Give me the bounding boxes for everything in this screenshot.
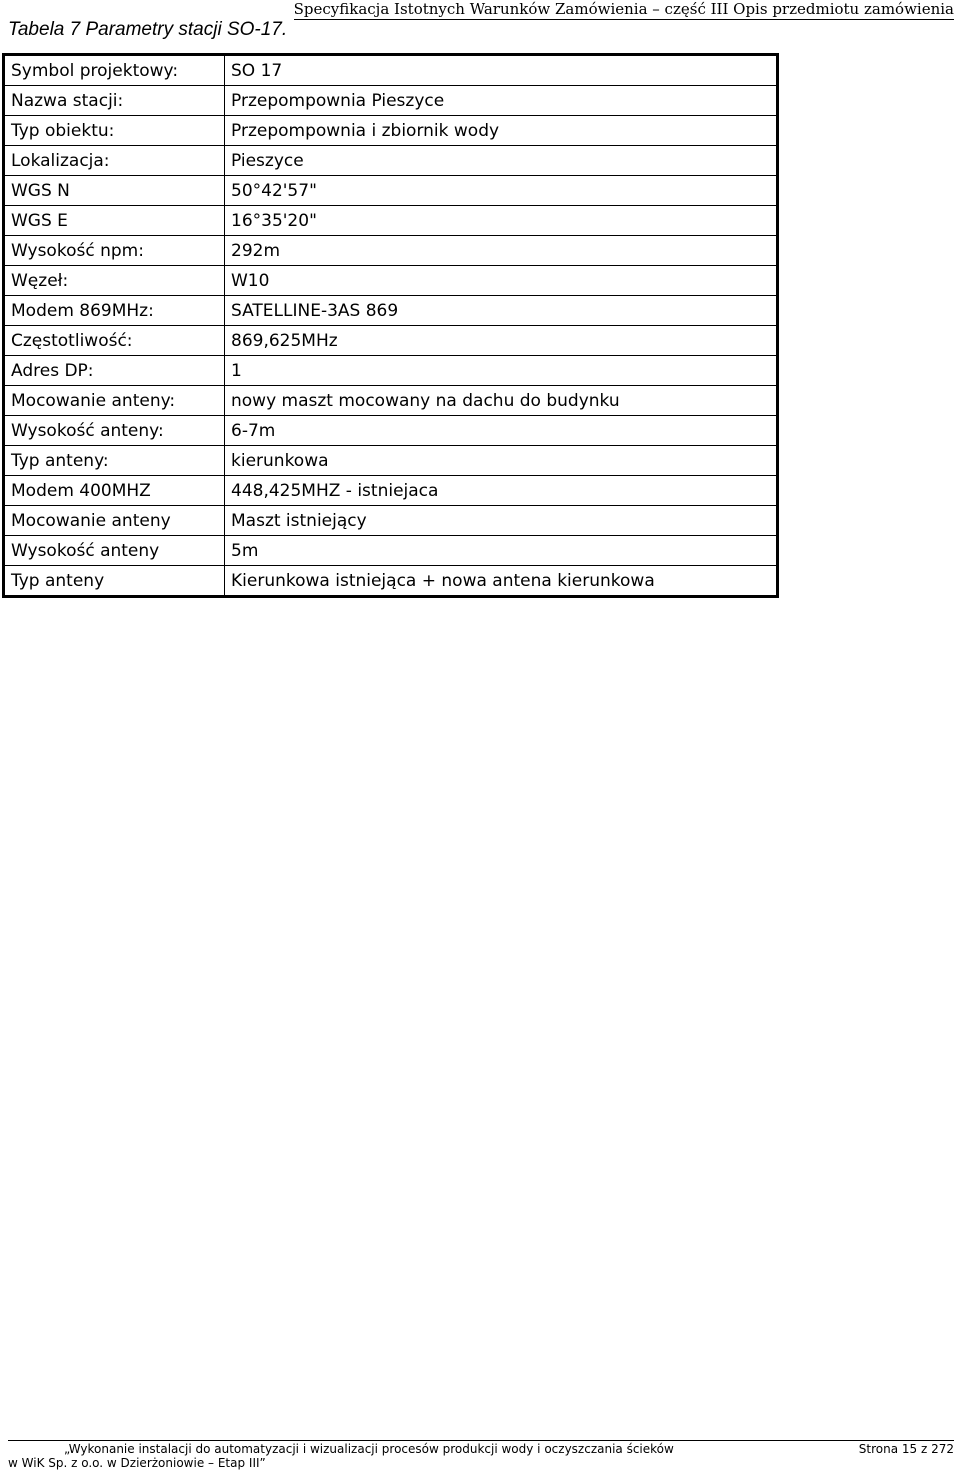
table-row bbox=[4, 566, 778, 597]
table-row bbox=[4, 506, 778, 536]
param-value: kierunkowa bbox=[225, 446, 778, 476]
param-value: SATELLINE-3AS 869 bbox=[225, 296, 778, 326]
param-label: Wysokość anteny: bbox=[4, 416, 225, 446]
param-value: 5m bbox=[225, 536, 778, 566]
param-value: 869,625MHz bbox=[225, 326, 778, 356]
param-value: SO 17 bbox=[225, 55, 778, 86]
station-parameters-table bbox=[2, 53, 779, 598]
param-value: 292m bbox=[225, 236, 778, 266]
param-label: Symbol projektowy: bbox=[4, 55, 225, 86]
param-label: Adres DP: bbox=[4, 356, 225, 386]
table-row bbox=[4, 146, 778, 176]
table-row bbox=[4, 86, 778, 116]
param-value: W10 bbox=[225, 266, 778, 296]
param-value: 50°42'57" bbox=[225, 176, 778, 206]
param-label: Typ anteny bbox=[4, 566, 225, 597]
header-title: Specyfikacja Istotnych Warunków Zamówienia – część III Opis przedmiotu zamówienia bbox=[293, 0, 954, 18]
param-label: Wysokość anteny bbox=[4, 536, 225, 566]
table-row bbox=[4, 416, 778, 446]
table-row bbox=[4, 296, 778, 326]
table-row bbox=[4, 176, 778, 206]
param-value: nowy maszt mocowany na dachu do budynku bbox=[225, 386, 778, 416]
param-label: WGS N bbox=[4, 176, 225, 206]
table-row bbox=[4, 55, 778, 86]
param-label: Częstotliwość: bbox=[4, 326, 225, 356]
param-value: 1 bbox=[225, 356, 778, 386]
param-label: Typ obiektu: bbox=[4, 116, 225, 146]
param-label: Modem 869MHz: bbox=[4, 296, 225, 326]
param-label: Modem 400MHZ bbox=[4, 476, 225, 506]
table-caption: Tabela 7 Parametry stacji SO-17. bbox=[8, 19, 288, 40]
param-value: Kierunkowa istniejąca + nowa antena kierunkowa bbox=[225, 566, 778, 597]
table-row bbox=[4, 356, 778, 386]
footer-project-title: „Wykonanie instalacji do automatyzacji i wizualizacji procesów produkcji wody i oczyszczania ścieków bbox=[64, 1442, 674, 1456]
table-row bbox=[4, 536, 778, 566]
param-label: Nazwa stacji: bbox=[4, 86, 225, 116]
param-label: Mocowanie anteny: bbox=[4, 386, 225, 416]
param-label: Węzeł: bbox=[4, 266, 225, 296]
document-footer bbox=[8, 1440, 954, 1470]
param-value: 448,425MHZ - istniejaca bbox=[225, 476, 778, 506]
param-value: Przepompownia i zbiornik wody bbox=[225, 116, 778, 146]
param-label: Lokalizacja: bbox=[4, 146, 225, 176]
param-label: Mocowanie anteny bbox=[4, 506, 225, 536]
param-value: 16°35'20" bbox=[225, 206, 778, 236]
table-row bbox=[4, 446, 778, 476]
header-rule bbox=[294, 19, 954, 20]
footer-project-title-cont: w WiK Sp. z o.o. w Dzierżoniowie – Etap III” bbox=[8, 1456, 266, 1470]
table-row bbox=[4, 236, 778, 266]
table-row bbox=[4, 206, 778, 236]
param-value: 6-7m bbox=[225, 416, 778, 446]
document-header bbox=[294, 0, 954, 20]
footer-page-number: Strona 15 z 272 bbox=[858, 1442, 954, 1456]
param-value: Pieszyce bbox=[225, 146, 778, 176]
param-label: Wysokość npm: bbox=[4, 236, 225, 266]
param-label: Typ anteny: bbox=[4, 446, 225, 476]
table-row bbox=[4, 266, 778, 296]
table-row bbox=[4, 476, 778, 506]
param-value: Przepompownia Pieszyce bbox=[225, 86, 778, 116]
table-row bbox=[4, 386, 778, 416]
param-label: WGS E bbox=[4, 206, 225, 236]
table-row bbox=[4, 116, 778, 146]
table-row bbox=[4, 326, 778, 356]
param-value: Maszt istniejący bbox=[225, 506, 778, 536]
